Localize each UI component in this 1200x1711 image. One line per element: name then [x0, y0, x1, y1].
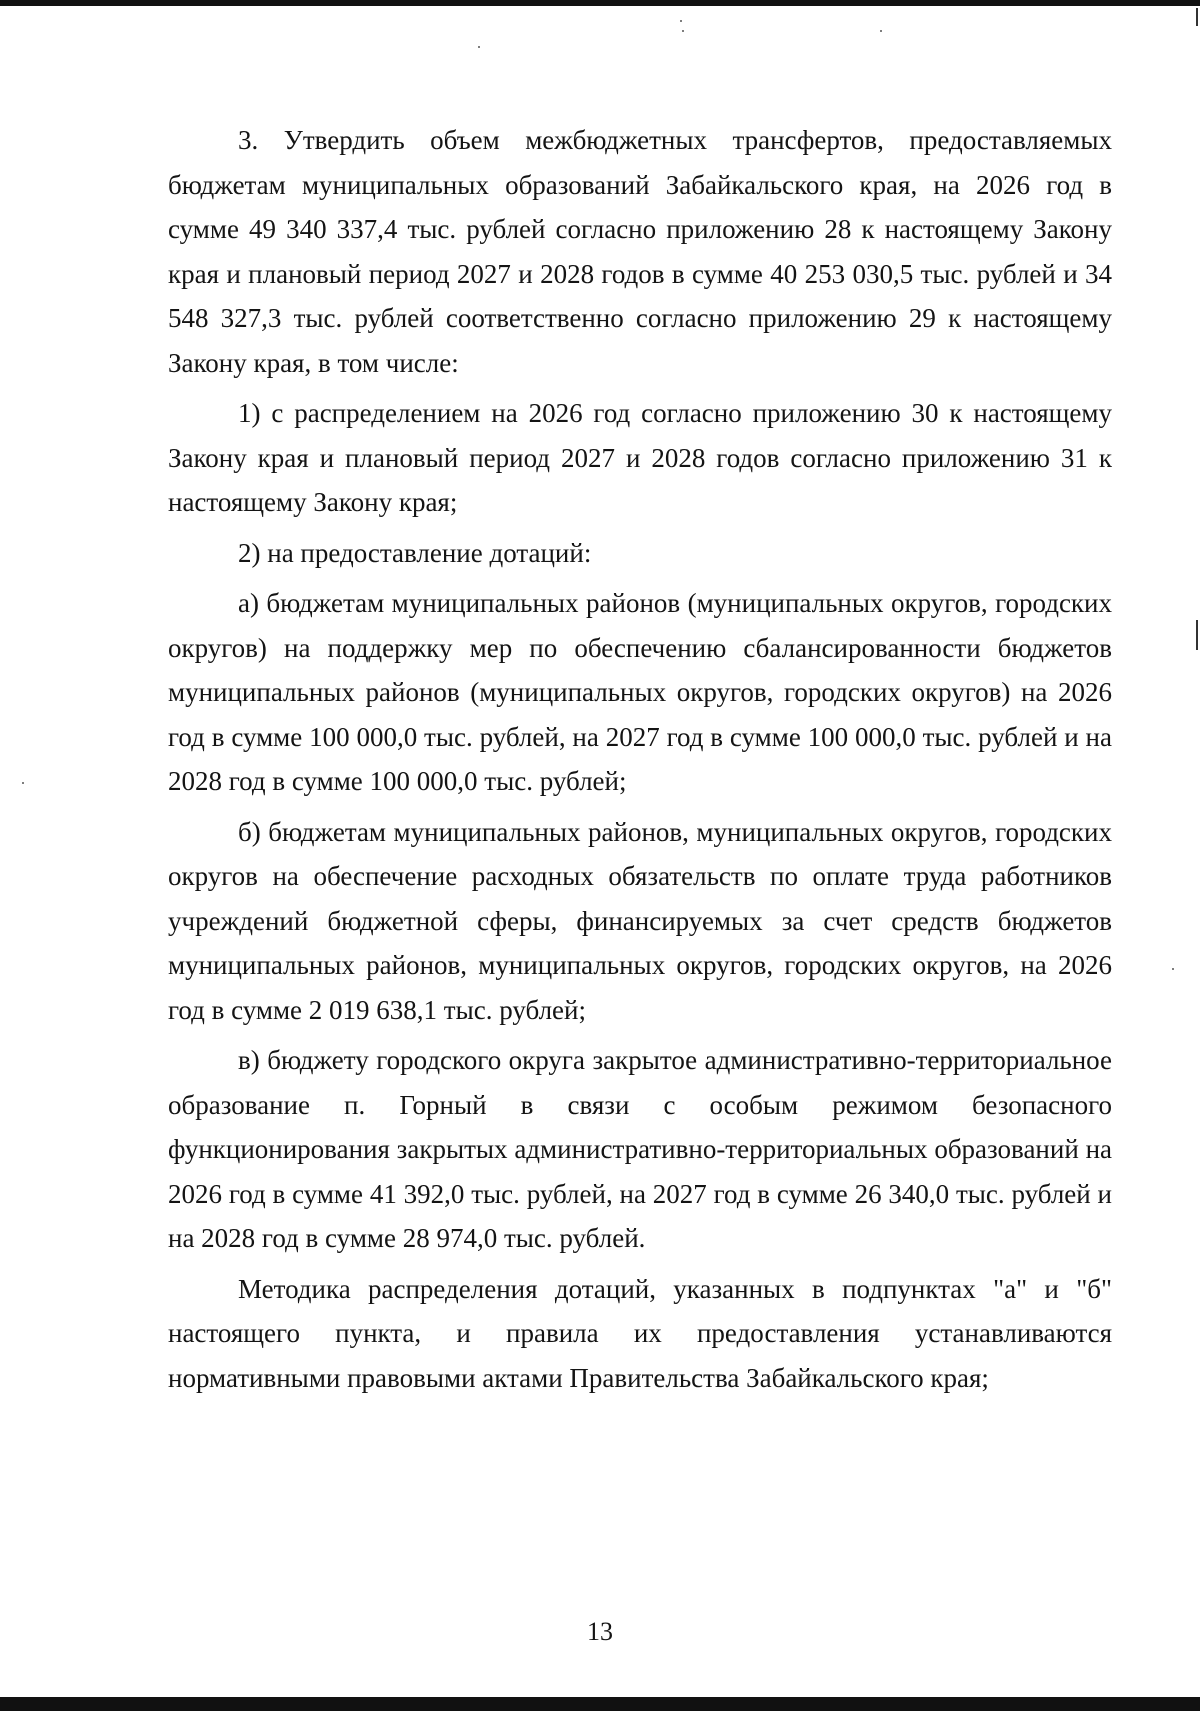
scan-edge-mark — [1196, 8, 1198, 26]
document-body — [168, 118, 1112, 1406]
scan-speck — [680, 20, 682, 22]
scan-edge-mark — [1196, 620, 1198, 650]
paragraph-methodology: Методика распределения дотаций, указанных в подпунктах "а" и "б" настоящего пункта, и правила их предоставления устанавливаются нормативными правовыми актами Правительства Забайкальского края; — [168, 1273, 1112, 1393]
page-number: 13 — [587, 1617, 613, 1646]
scan-speck — [478, 46, 480, 48]
scan-bottom-border — [0, 1697, 1200, 1711]
paragraph-item-3: 3. Утвердить объем межбюджетных трансфертов, предоставляемых бюджетам муниципальных образований Забайкальского края, на 2026 год в сумме 49 340 337,4 тыс. рублей согласно приложению 28 к настоящему Закону края и плановый период 2027 и 2028 годов в сумме 40 253 030,5 тыс. рублей и 34 548 327,3 тыс. рублей соответственно согласно приложению 29 к настоящему Закону края, в том числе: — [168, 125, 1112, 378]
paragraph-subitem-2: 2) на предоставление дотаций: — [238, 537, 592, 568]
paragraph-subitem-v: в) бюджету городского округа закрытое административно-территориальное образование п. Горный в связи с особым режимом безопасного функционирования закрытых административно-территориальных образований на 2026 год в сумме 41 392,0 тыс. рублей, на 2027 год в сумме 26 340,0 тыс. рублей и на 2028 год в сумме 28 974,0 тыс. рублей. — [168, 1045, 1112, 1253]
scan-speck — [1172, 968, 1174, 970]
paragraph-subitem-b: б) бюджетам муниципальных районов, муниципальных округов, городских округов на обеспечение расходных обязательств по оплате труда работников учреждений бюджетной сферы, финансируемых за счет средств бюджетов муниципальных районов, муниципальных округов, городских округов, на 2026 год в сумме 2 019 638,1 тыс. рублей; — [168, 816, 1112, 1025]
scan-speck — [682, 30, 684, 32]
paragraph-subitem-a: а) бюджетам муниципальных районов (муниципальных округов, городских округов) на поддержку мер по обеспечению сбалансированности бюджетов муниципальных районов (муниципальных округов, городских округов) на 2026 год в сумме 100 000,0 тыс. рублей, на 2027 год в сумме 100 000,0 тыс. рублей и на 2028 год в сумме 100 000,0 тыс. рублей; — [168, 588, 1112, 796]
scan-speck — [22, 782, 24, 784]
paragraph-subitem-1: 1) с распределением на 2026 год согласно приложению 30 к настоящему Закону края и плановый период 2027 и 2028 годов согласно приложению 31 к настоящему Закону края; — [168, 398, 1112, 517]
scan-speck — [880, 30, 882, 32]
scan-top-border — [0, 0, 1200, 6]
